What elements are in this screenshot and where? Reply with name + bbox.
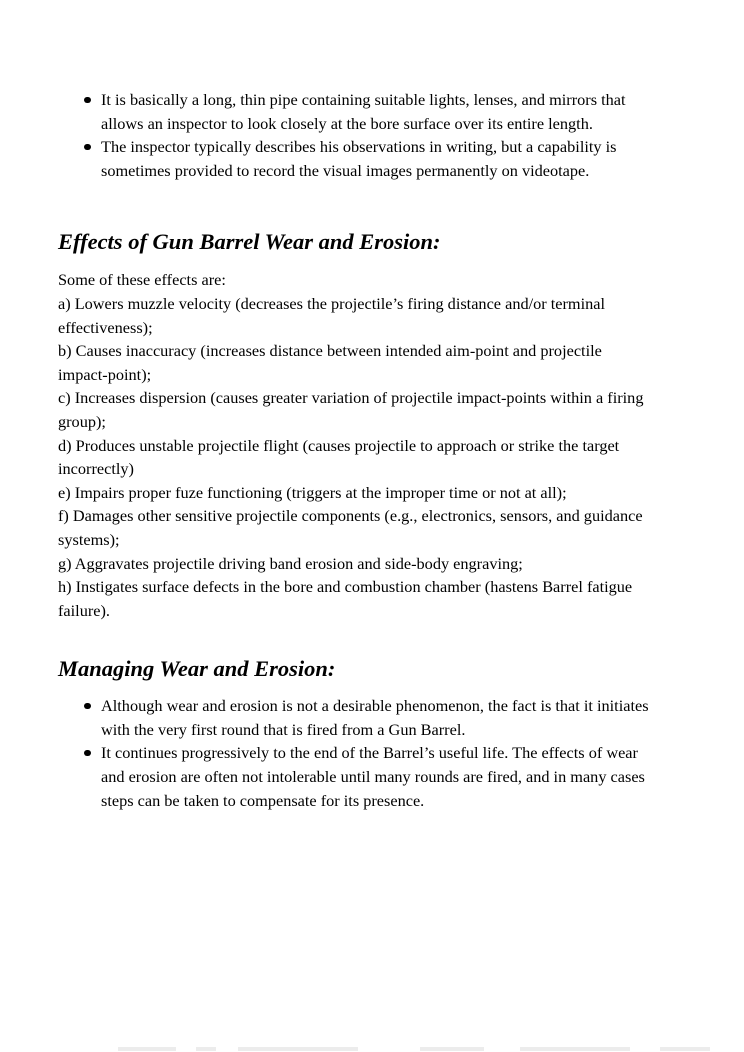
scan-artifact xyxy=(520,1047,630,1051)
managing-bullet-list xyxy=(58,694,650,812)
borescope-bullet-list xyxy=(58,88,650,182)
effect-item-h: h) Instigates surface defects in the bore and combustion chamber (hastens Barrel fatigue failure). xyxy=(58,577,633,620)
list-item xyxy=(58,135,650,182)
bullet-text: It is basically a long, thin pipe containing suitable lights, lenses, and mirrors that allows an inspector to look closely at the bore surface over its entire length. xyxy=(101,90,626,133)
bullet-icon xyxy=(84,750,91,757)
effect-item-e: e) Impairs proper fuze functioning (triggers at the improper time or not at all); xyxy=(58,482,567,502)
effect-item-c: c) Increases dispersion (causes greater variation of projectile impact-points within a firing group); xyxy=(58,388,644,431)
effect-item-b: b) Causes inaccuracy (increases distance between intended aim-point and projectile impact-point); xyxy=(58,341,602,384)
bullet-text: The inspector typically describes his observations in writing, but a capability is sometimes provided to record the visual images permanently on videotape. xyxy=(101,137,617,180)
effect-item-f: f) Damages other sensitive projectile components (e.g., electronics, sensors, and guidance systems); xyxy=(58,506,643,549)
list-item xyxy=(58,694,650,741)
effect-item-d: d) Produces unstable projectile flight (causes projectile to approach or strike the target incorrectly) xyxy=(58,435,620,479)
effect-item-g: g) Aggravates projectile driving band erosion and side-body engraving; xyxy=(58,553,523,573)
scan-artifact xyxy=(118,1047,176,1051)
effects-intro: Some of these effects are: xyxy=(58,270,226,290)
bullet-icon xyxy=(84,703,91,710)
bullet-icon xyxy=(84,97,91,104)
scan-artifact xyxy=(420,1047,484,1051)
bullet-text: Although wear and erosion is not a desirable phenomenon, the fact is that it initiates with the very first round that is fired from a Gun Barrel. xyxy=(101,696,649,739)
list-item xyxy=(58,88,650,135)
scan-artifact-row xyxy=(0,1044,744,1052)
bullet-text: It continues progressively to the end of the Barrel’s useful life. The effects of wear and erosion are often not intolerable until many rounds are fired, and in many cases steps can be taken to compensate for its presence. xyxy=(101,743,645,810)
section-heading-effects: Effects of Gun Barrel Wear and Erosion: xyxy=(58,229,441,255)
scan-artifact xyxy=(238,1047,358,1051)
list-item xyxy=(58,741,650,812)
section-heading-managing: Managing Wear and Erosion: xyxy=(58,656,336,682)
effect-item-a: a) Lowers muzzle velocity (decreases the projectile’s firing distance and/or terminal effectiveness); xyxy=(58,293,606,337)
scan-artifact xyxy=(660,1047,710,1051)
scan-artifact xyxy=(196,1047,216,1051)
bullet-icon xyxy=(84,144,91,151)
document-content xyxy=(58,88,650,812)
